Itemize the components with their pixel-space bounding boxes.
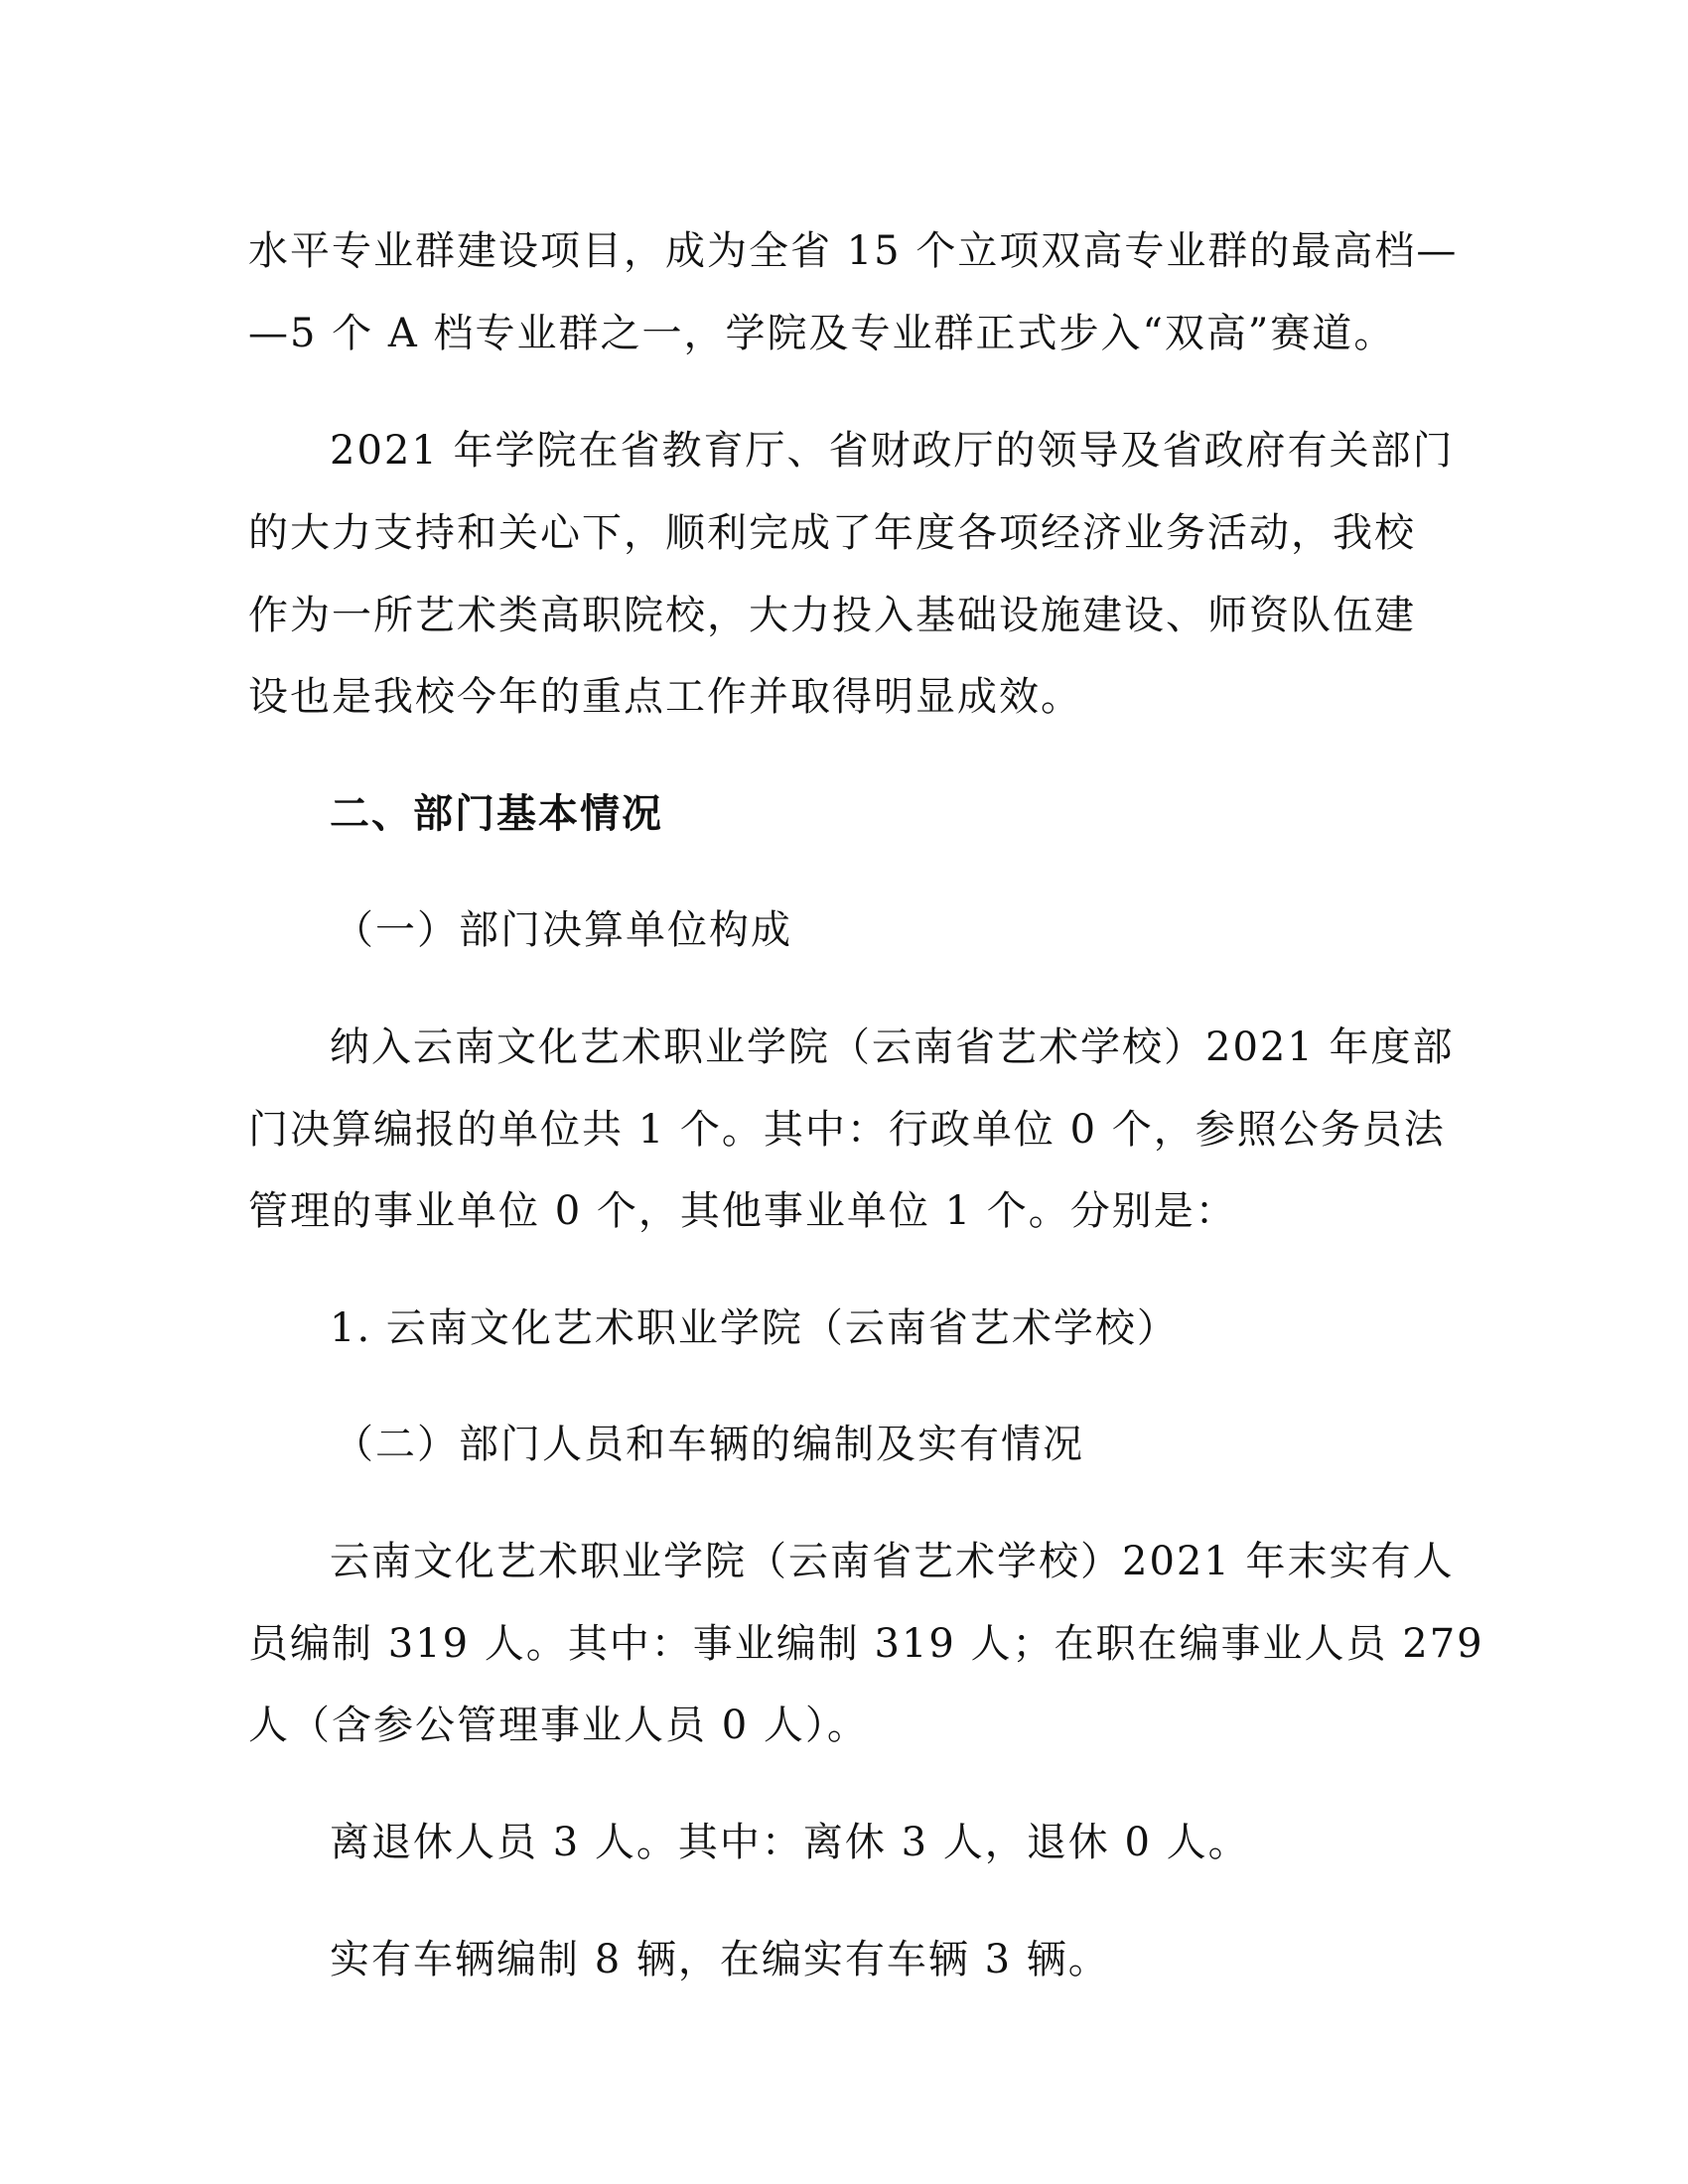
list-item: 1. 云南文化艺术职业学院（云南省艺术学校） <box>330 1305 1179 1351</box>
text-line: 门决算编报的单位共 1 个。其中：行政单位 0 个，参照公务员法 <box>248 1107 1446 1153</box>
text-line: —5 个 A 档专业群之一，学院及专业群正式步入“双高”赛道。 <box>248 311 1396 356</box>
text-line: 员编制 319 人。其中：事业编制 319 人；在职在编事业人员 279 <box>248 1621 1484 1667</box>
text-line: 管理的事业单位 0 个，其他事业单位 1 个。分别是： <box>248 1188 1237 1234</box>
text-line: 云南文化艺术职业学院（云南省艺术学校）2021 年末实有人 <box>330 1539 1455 1584</box>
text-line: 水平专业群建设项目，成为全省 15 个立项双高专业群的最高档— <box>248 228 1459 274</box>
text-line: 人（含参公管理事业人员 0 人）。 <box>248 1703 869 1748</box>
text-line: 2021 年学院在省教育厅、省财政厅的领导及省政府有关部门 <box>330 428 1455 474</box>
subsection-heading: （二）部门人员和车辆的编制及实有情况 <box>334 1422 1084 1467</box>
text-line: 纳入云南文化艺术职业学院（云南省艺术学校）2021 年度部 <box>330 1024 1455 1070</box>
section-heading: 二、部门基本情况 <box>330 791 663 837</box>
paragraph-vehicles: 实有车辆编制 8 辆，在编实有车辆 3 辆。 <box>330 1937 1110 1982</box>
text-line: 设也是我校今年的重点工作并取得明显成效。 <box>248 674 1082 720</box>
text-line: 的大力支持和关心下，顺利完成了年度各项经济业务活动，我校 <box>248 510 1416 556</box>
subsection-heading: （一）部门决算单位构成 <box>334 907 792 953</box>
paragraph-retirees: 离退休人员 3 人。其中：离休 3 人，退休 0 人。 <box>330 1820 1250 1865</box>
text-line: 作为一所艺术类高职院校，大力投入基础设施建设、师资队伍建 <box>248 593 1416 638</box>
